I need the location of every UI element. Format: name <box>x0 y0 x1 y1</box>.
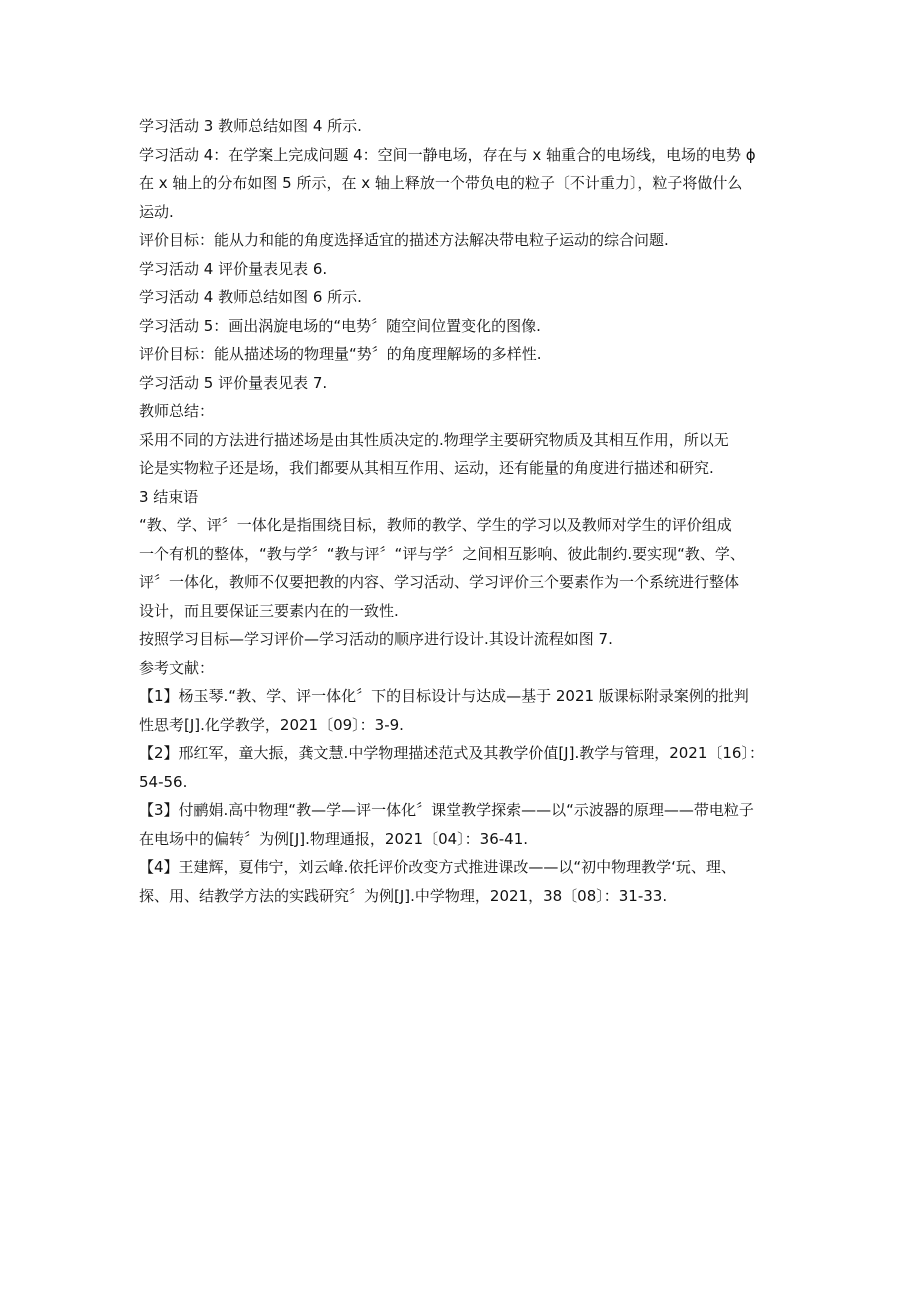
paragraph-design-flow: 按照学习目标—学习评价—学习活动的顺序进行设计.其设计流程如图 7. <box>139 630 613 648</box>
paragraph-teacher-summary: 采用不同的方法进行描述场是由其性质决定的.物理学主要研究物质及其相互作用，所以无 论是实物粒子还是场，我们都要从其相互作用、运动，还有能量的角度进行描述和研究. <box>139 430 729 477</box>
references-label: 参考文献： <box>139 658 215 677</box>
reference-item-3: 【3】付鹂娟.高中物理“教—学—评一体化〞课堂教学探索——以“示波器的原理——带电粒子 在电场中的偏转〞为例[J].物理通报，2021〔04〕：36-41. <box>139 801 754 848</box>
paragraph-conclusion: “教、学、评〞一体化是指围绕目标，教师的教学、学生的学习以及教师对学生的评价组成 一个有机的整体，“教与学〞“教与评〞“评与学〞之间相互影响、彼此制约.要实现“教、学、 评〞一体化，教师不仅要把教的内容、学习活动、学习评价三个要素作为一个系统进行整体 设计，而且要保证三要素内在的一致性. <box>139 516 745 620</box>
reference-item-1: 【1】杨玉琴.“教、学、评一体化〞下的目标设计与达成—基于 2021 版课标附录案例的批判 性思考[J].化学教学，2021〔09〕：3-9. <box>139 687 749 734</box>
paragraph-activity5-task: 学习活动 5：画出涡旋电场的“电势〞随空间位置变化的图像. <box>139 316 541 335</box>
reference-item-2: 【2】邢红军，童大振，龚文慧.中学物理描述范式及其教学价值[J].教学与管理，2021〔16〕： 54-56. <box>139 744 764 791</box>
section-heading-conclusion: 3 结束语 <box>139 487 199 506</box>
paragraph-evaluation-goal-5: 评价目标：能从描述场的物理量“势〞的角度理解场的多样性. <box>139 345 542 363</box>
reference-item-4: 【4】王建辉，夏伟宁，刘云峰.依托评价改变方式推进课改——以“初中物理教学‘玩、理、 探、用、结教学方法的实践研究〞为例[J].中学物理，2021，38〔08〕：31-33. <box>139 858 736 905</box>
paragraph-activity5-rubric: 学习活动 5 评价量表见表 7. <box>139 373 328 392</box>
paragraph-activity3-summary: 学习活动 3 教师总结如图 4 所示. <box>139 117 362 135</box>
paragraph-activity4-summary: 学习活动 4 教师总结如图 6 所示. <box>139 288 362 306</box>
paragraph-teacher-summary-label: 教师总结： <box>139 402 215 420</box>
paragraph-evaluation-goal-4: 评价目标：能从力和能的角度选择适宜的描述方法解决带电粒子运动的综合问题. <box>139 231 669 249</box>
paragraph-activity4-rubric: 学习活动 4 评价量表见表 6. <box>139 259 328 278</box>
paragraph-activity4-task: 学习活动 4：在学案上完成问题 4：空间一静电场，存在与 x 轴重合的电场线，电场的电势 ϕ 在 x 轴上的分布如图 5 所示，在 x 轴上释放一个带负电的粒子〔不计重力〕，粒子将做什么 运动. <box>139 145 756 221</box>
